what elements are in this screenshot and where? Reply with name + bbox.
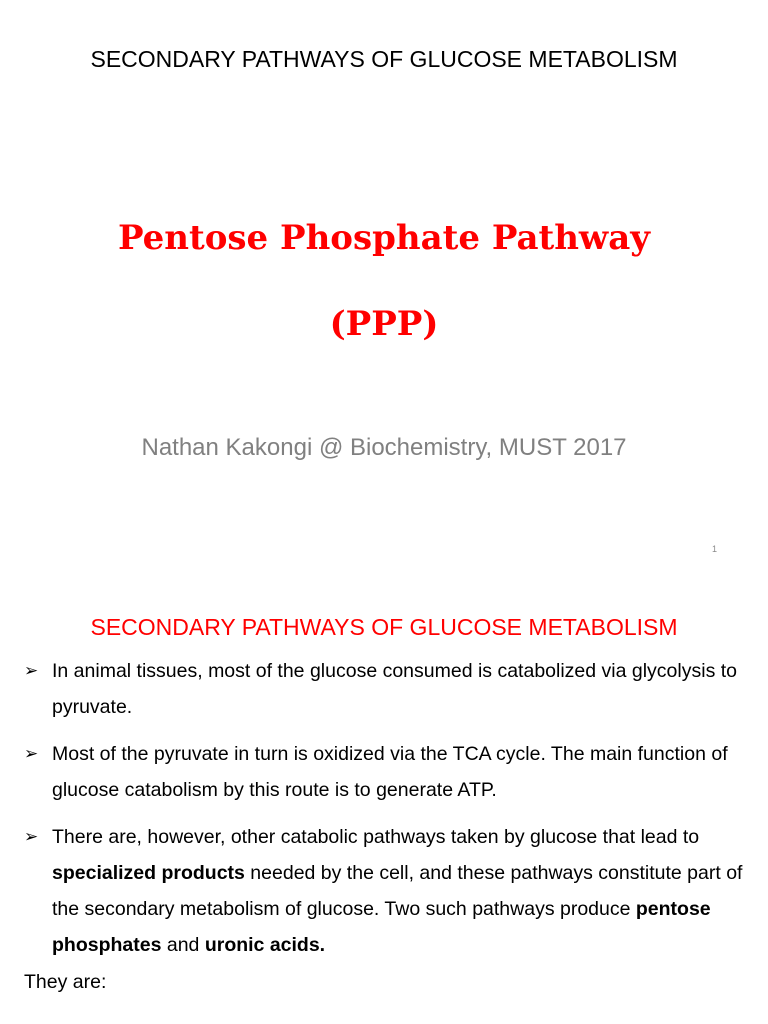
bold-phrase: specialized products [52,862,245,884]
slide-1-title-line-1: Pentose Phosphate Pathway [118,218,650,258]
bullet-item [22,736,762,808]
bullet-text-part: and [161,934,205,956]
bullet-text-part: There are, however, other catabolic pathways taken by glucose that lead to [52,826,700,848]
bullet-item [22,819,762,963]
slide-1-title-line-2: (PPP) [329,304,439,344]
bold-phrase: pentose phosphates [52,898,711,956]
arrow-bullet-icon: ➢ [24,744,39,763]
slide-1-author: Nathan Kakongi @ Biochemistry, MUST 2017 [141,434,627,461]
bullet-list [22,653,762,974]
bullet-text: Most of the pyruvate in turn is oxidized via the TCA cycle. The main function of glucose catabolism by this route is to generate ATP. [52,743,728,801]
arrow-bullet-icon: ➢ [24,661,39,680]
bold-phrase: uronic acids. [204,934,326,956]
slide-2 [0,578,768,1024]
slide-1-page-number: 1 [712,544,718,554]
slide-2-heading: SECONDARY PATHWAYS OF GLUCOSE METABOLISM [90,614,678,640]
arrow-bullet-icon: ➢ [24,827,39,846]
slide-2-outro: They are: [24,971,107,993]
bullet-item [22,653,762,725]
bullet-text: In animal tissues, most of the glucose consumed is catabolized via glycolysis to pyruvate. [52,660,737,718]
slide-1-heading: SECONDARY PATHWAYS OF GLUCOSE METABOLISM [90,46,678,72]
bullet-text-part: needed by the cell, and these pathways constitute part of the secondary metabolism of glucose. Two such pathways produce [52,862,743,920]
